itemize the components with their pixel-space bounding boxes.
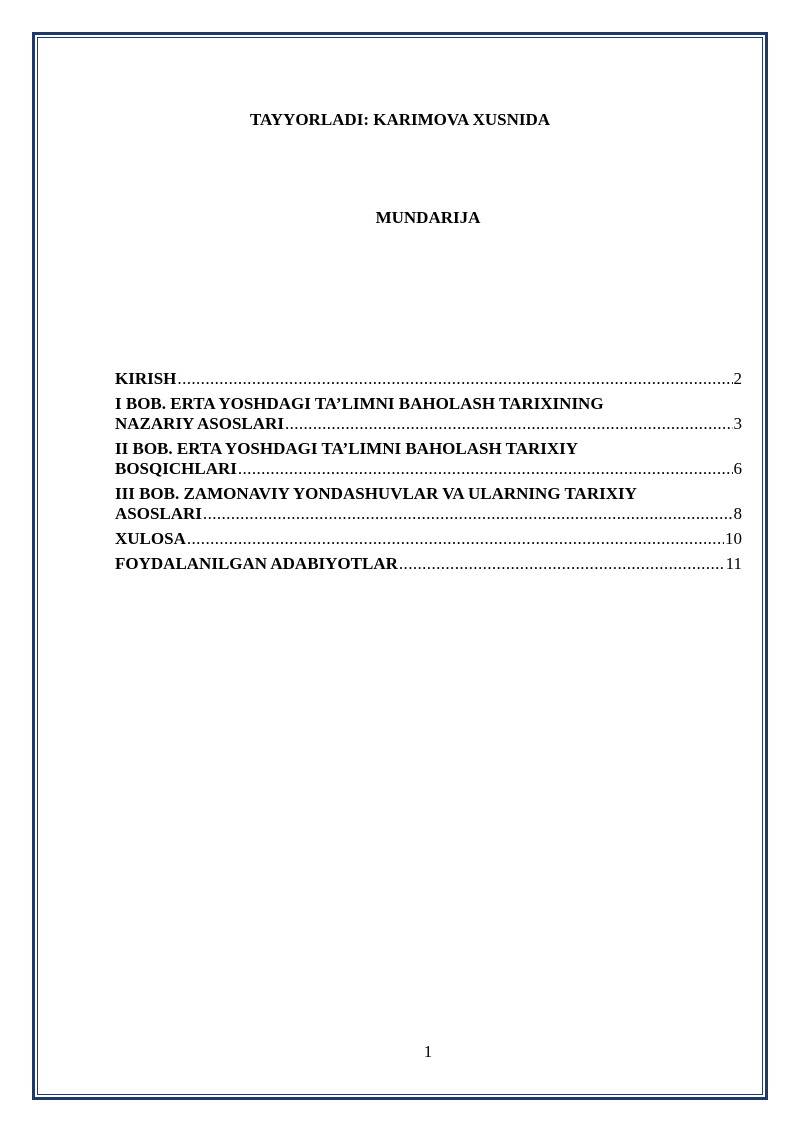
toc-entry-title: KIRISH xyxy=(115,369,177,388)
toc-entry-title-line: III BOB. ZAMONAVIY YONDASHUVLAR VA ULARNING TARIXIY xyxy=(115,484,637,503)
toc-page-number: 11 xyxy=(725,554,742,573)
toc-heading: MUNDARIJA xyxy=(375,208,481,227)
toc-entry-title: ASOSLARI xyxy=(115,504,202,523)
dot-leader xyxy=(238,459,733,479)
toc-line xyxy=(115,529,742,549)
dot-leader xyxy=(399,554,725,574)
toc-entry-title-line: I BOB. ERTA YOSHDAGI TA’LIMNI BAHOLASH TARIXINING xyxy=(115,394,604,413)
toc-entry-chapter-1[interactable] xyxy=(115,394,742,434)
toc-page-number: 8 xyxy=(733,504,742,523)
dot-leader xyxy=(177,369,732,389)
toc-line xyxy=(115,504,742,524)
page-number: 1 xyxy=(423,1042,433,1061)
toc-entry-title: NAZARIY ASOSLARI xyxy=(115,414,284,433)
table-of-contents xyxy=(115,369,742,579)
dot-leader xyxy=(187,529,724,549)
dot-leader xyxy=(203,504,733,524)
toc-line xyxy=(115,459,742,479)
toc-entry-adabiyotlar[interactable] xyxy=(115,554,742,574)
toc-page-number: 3 xyxy=(733,414,742,433)
toc-page-number: 2 xyxy=(733,369,742,388)
toc-entry-kirish[interactable] xyxy=(115,369,742,389)
toc-entry-chapter-3[interactable] xyxy=(115,484,742,524)
author-line: TAYYORLADI: KARIMOVA XUSNIDA xyxy=(249,110,551,129)
dot-leader xyxy=(285,414,733,434)
toc-entry-xulosa[interactable] xyxy=(115,529,742,549)
toc-line xyxy=(115,414,742,434)
toc-page-number: 10 xyxy=(725,529,742,548)
toc-entry-title-line: II BOB. ERTA YOSHDAGI TA’LIMNI BAHOLASH TARIXIY xyxy=(115,439,579,458)
toc-line xyxy=(115,369,742,389)
toc-entry-title: XULOSA xyxy=(115,529,186,548)
toc-page-number: 6 xyxy=(733,459,742,478)
toc-entry-chapter-2[interactable] xyxy=(115,439,742,479)
toc-line xyxy=(115,554,742,574)
toc-entry-title: BOSQICHLARI xyxy=(115,459,237,478)
toc-entry-title: FOYDALANILGAN ADABIYOTLAR xyxy=(115,554,398,573)
